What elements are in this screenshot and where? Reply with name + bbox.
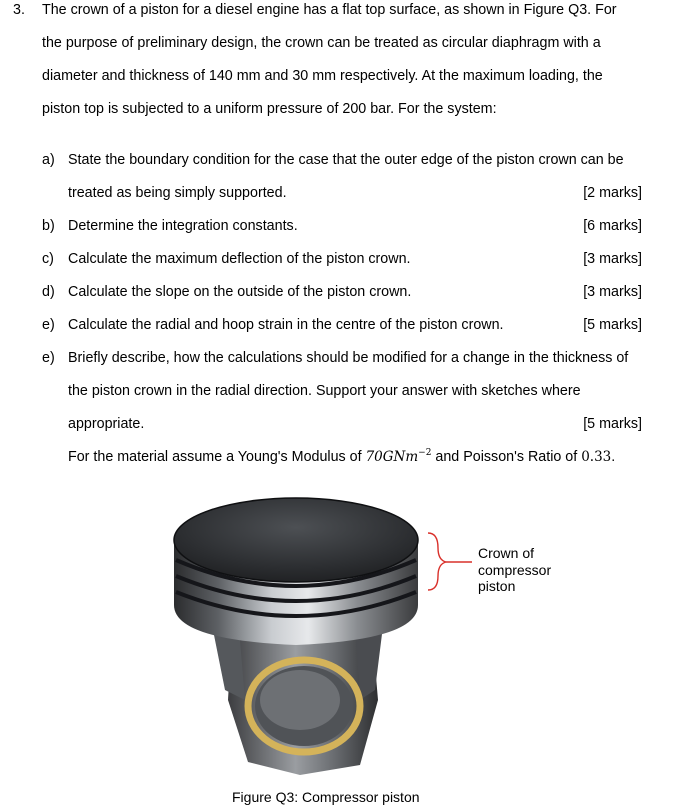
part-e-marks: [5 marks] (583, 317, 642, 333)
question-line-1: The crown of a piston for a diesel engine has a flat top surface, as shown in Figure Q3. For (42, 2, 617, 18)
piston-crown (174, 498, 418, 582)
part-b-line-1: Determine the integration constants. (68, 218, 298, 234)
question-line-2: the purpose of preliminary design, the crown can be treated as circular diaphragm with a (42, 35, 601, 51)
part-c-marks: [3 marks] (583, 251, 642, 267)
part-c-line-1: Calculate the maximum deflection of the piston crown. (68, 251, 411, 267)
poisson-ratio: 0.33 (581, 449, 612, 465)
material-prefix: For the material assume a Young's Modulus of (68, 449, 366, 465)
part-e2-line-1: Briefly describe, how the calculations should be modified for a change in the thickness of (68, 350, 629, 366)
part-e-line-1: Calculate the radial and hoop strain in the centre of the piston crown. (68, 317, 504, 333)
crown-label: Crown of compressor piston (478, 545, 552, 594)
part-e-letter: e) (42, 317, 55, 333)
part-e2-line-3: appropriate. (68, 416, 145, 432)
part-a-marks: [2 marks] (583, 185, 642, 201)
piston-figure (0, 480, 675, 790)
question-line-4: piston top is subjected to a uniform pressure of 200 bar. For the system: (42, 101, 497, 117)
part-e2-line-2: the piston crown in the radial direction. Support your answer with sketches where (68, 383, 581, 399)
crown-bracket (428, 533, 472, 590)
material-middle: and Poisson's Ratio of (431, 449, 582, 465)
part-e2-marks: [5 marks] (583, 416, 642, 432)
material-suffix: . (611, 449, 616, 465)
question-line-3: diameter and thickness of 140 mm and 30 mm respectively. At the maximum loading, the (42, 68, 603, 84)
part-d-line-1: Calculate the slope on the outside of the piston crown. (68, 284, 412, 300)
part-d-letter: d) (42, 284, 55, 300)
part-c-letter: c) (42, 251, 54, 267)
part-a-line-1: State the boundary condition for the case that the outer edge of the piston crown can be (68, 152, 624, 168)
part-a-letter: a) (42, 152, 55, 168)
part-d-marks: [3 marks] (583, 284, 642, 300)
youngs-modulus: 70GNm$^{-2}$ (365, 448, 432, 465)
part-b-marks: [6 marks] (583, 218, 642, 234)
part-e2-letter: e) (42, 350, 55, 366)
part-b-letter: b) (42, 218, 55, 234)
part-a-line-2: treated as being simply supported. (68, 185, 287, 201)
bronze-bushing (248, 660, 360, 752)
figure-caption: Figure Q3: Compressor piston (232, 789, 420, 805)
question-number: 3. (13, 2, 25, 18)
material-statement (68, 448, 615, 466)
